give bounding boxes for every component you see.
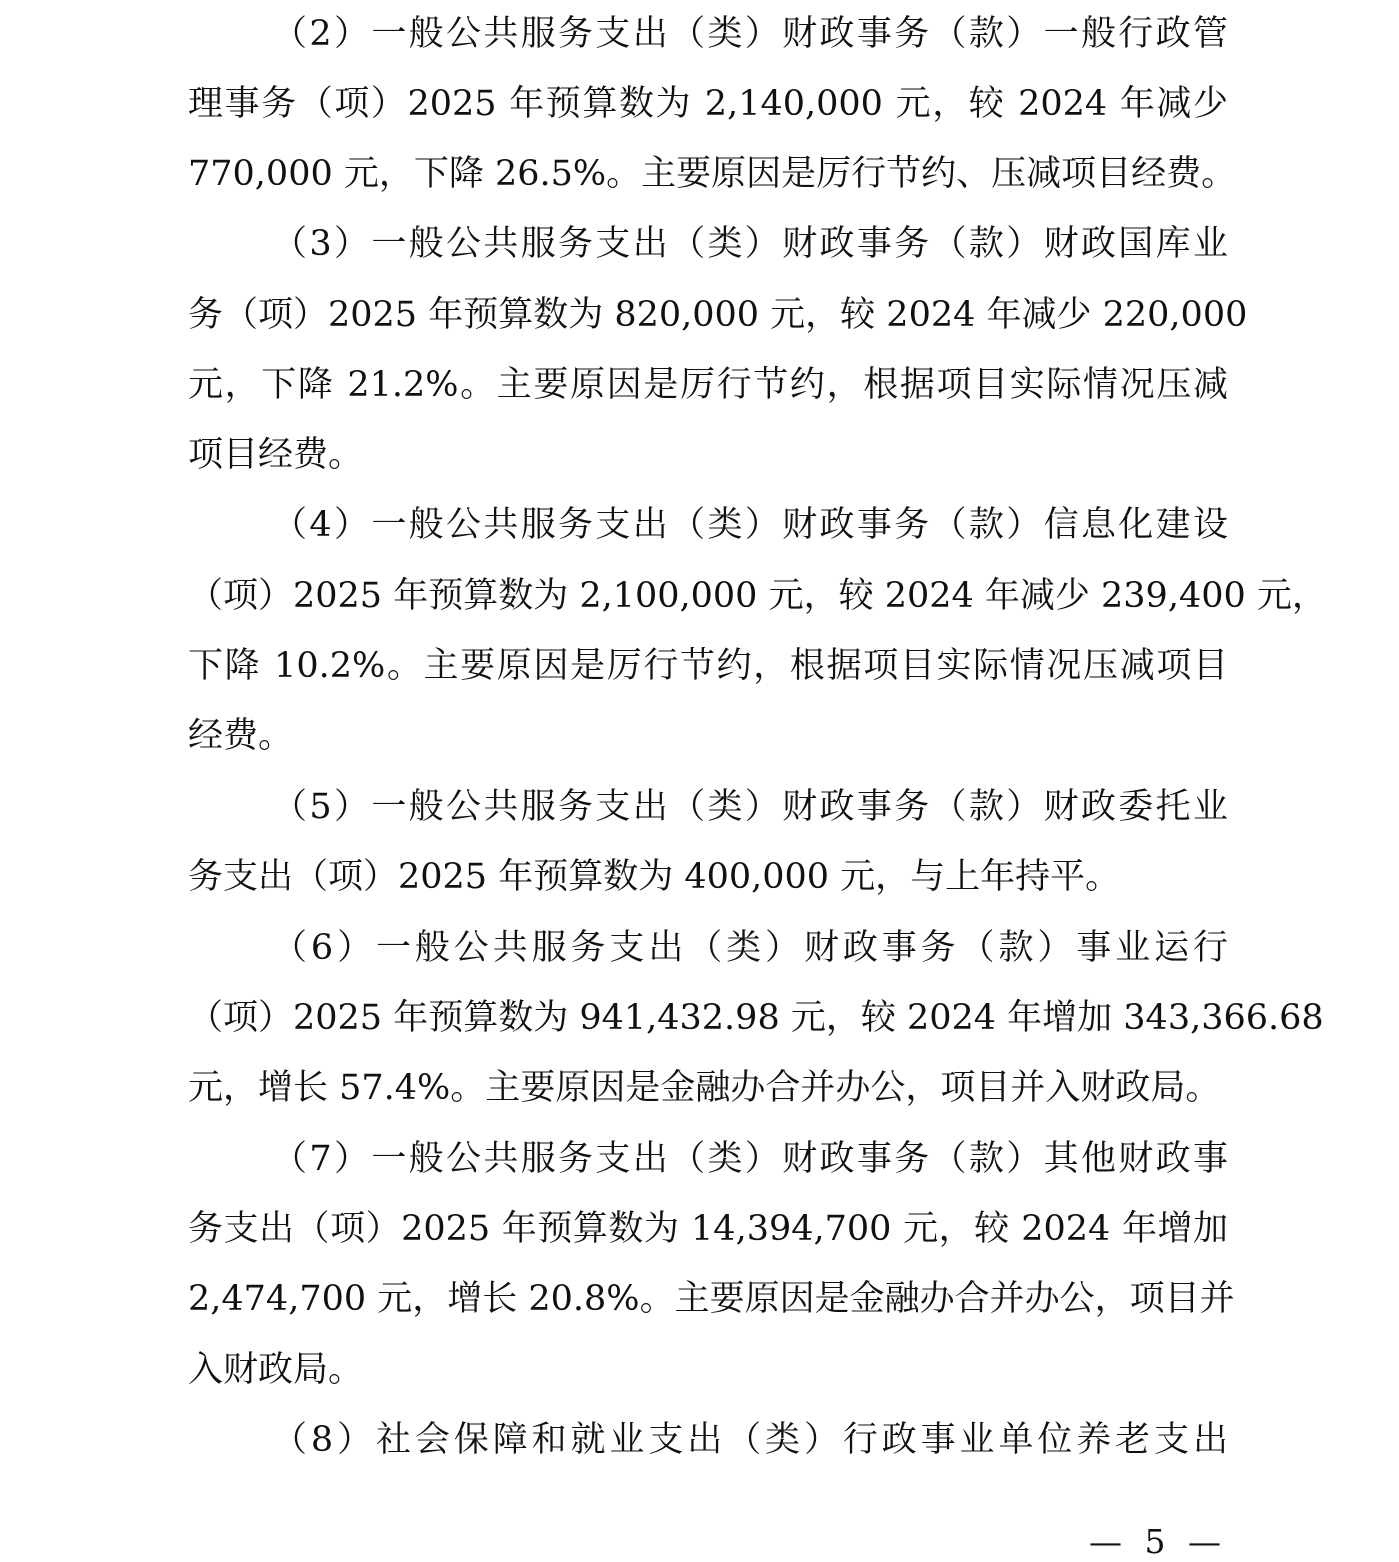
page-number: — 5 — <box>1089 1522 1227 1561</box>
paragraph-line: （项）2025 年预算数为 941,432.98 元，较 2024 年增加 343,366.68 <box>188 998 1324 1038</box>
paragraph-line: （4）一般公共服务支出（类）财政事务（款）信息化建设 <box>272 505 1228 545</box>
paragraph-line: 务支出（项）2025 年预算数为 400,000 元，与上年持平。 <box>188 857 1121 897</box>
paragraph-line: （7）一般公共服务支出（类）财政事务（款）其他财政事 <box>272 1139 1228 1179</box>
paragraph-line: （项）2025 年预算数为 2,100,000 元，较 2024 年减少 239,400 元， <box>188 576 1327 616</box>
paragraph-line: （2）一般公共服务支出（类）财政事务（款）一般行政管 <box>272 14 1228 54</box>
paragraph-line: 元，下降 21.2%。主要原因是厉行节约，根据项目实际情况压减 <box>188 365 1228 405</box>
paragraph-line: 下降 10.2%。主要原因是厉行节约，根据项目实际情况压减项目 <box>188 646 1228 686</box>
paragraph-line: 经费。 <box>188 716 294 756</box>
paragraph-line: 务（项）2025 年预算数为 820,000 元，较 2024 年减少 220,000 <box>188 295 1248 335</box>
paragraph-line: （8）社会保障和就业支出（类）行政事业单位养老支出 <box>272 1420 1228 1460</box>
paragraph-line: 务支出（项）2025 年预算数为 14,394,700 元，较 2024 年增加 <box>188 1209 1228 1249</box>
paragraph-line: 元，增长 57.4%。主要原因是金融办合并办公，项目并入财政局。 <box>188 1068 1221 1108</box>
paragraph-line: （3）一般公共服务支出（类）财政事务（款）财政国库业 <box>272 224 1228 264</box>
paragraph-line: 项目经费。 <box>188 435 364 475</box>
paragraph-line: 2,474,700 元，增长 20.8%。主要原因是金融办合并办公，项目并 <box>188 1279 1235 1319</box>
paragraph-line: （5）一般公共服务支出（类）财政事务（款）财政委托业 <box>272 787 1228 827</box>
paragraph-line: 入财政局。 <box>188 1350 364 1390</box>
paragraph-line: （6）一般公共服务支出（类）财政事务（款）事业运行 <box>272 928 1228 968</box>
paragraph-line: 770,000 元，下降 26.5%。主要原因是厉行节约、压减项目经费。 <box>188 154 1237 194</box>
paragraph-line: 理事务（项）2025 年预算数为 2,140,000 元，较 2024 年减少 <box>188 84 1228 124</box>
